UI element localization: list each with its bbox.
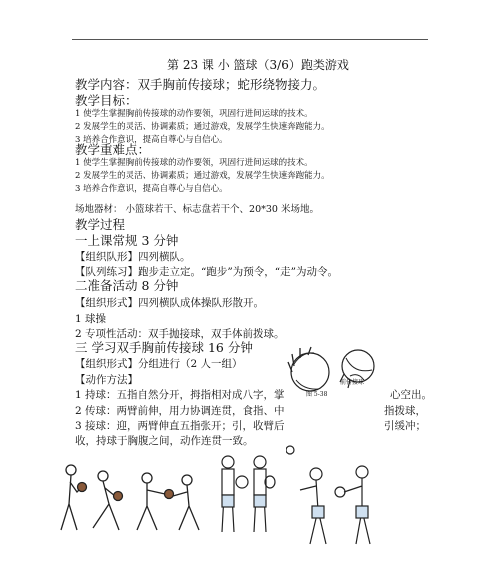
- step-catch-end: 引缓冲；: [384, 420, 426, 432]
- section1-heading: 一上课常规 3 分钟: [75, 233, 179, 248]
- step-hold-end: 心空出。: [390, 389, 432, 401]
- section3-heading: 三 学习双手胸前传接球 16 分钟: [75, 340, 253, 355]
- catching-illustration: [286, 440, 406, 555]
- section2-heading: 二准备活动 8 分钟: [75, 278, 179, 293]
- section3-org: 【组织形式】分组进行（2 人一组）: [75, 358, 243, 370]
- passing-sequence-illustration: [55, 456, 205, 556]
- step-pass-end: 指拨球，: [384, 405, 426, 417]
- objective-line: 1 使学生掌握胸前传接球的动作要领，巩固行进间运球的技术。: [75, 109, 313, 119]
- teaching-content: 教学内容：双手胸前传接球；蛇形绕物接力。: [75, 77, 326, 92]
- key-points-heading: 教学重难点：: [75, 142, 151, 157]
- section3-method: 【动作方法】: [75, 374, 138, 386]
- key-point-line: 3 培养合作意识，提高自尊心与自信心。: [75, 184, 228, 194]
- header-rule: [72, 39, 428, 40]
- step-catch-cont: 收，持球于胸腹之间，动作连贯一致。: [75, 435, 254, 447]
- figure-caption-top: 前传接球: [340, 379, 365, 386]
- section2-item: 2 专项性活动：双手抛接球，双手体前拨球。: [75, 328, 285, 340]
- step-catch: 3 接球：迎，两臂伸直五指张开；引，收臂后: [75, 420, 285, 432]
- step-pass: 2 传球：两臂前伸，用力协调连贯，食指、中: [75, 405, 285, 417]
- objectives-heading: 教学目标：: [75, 93, 138, 108]
- step-hold: 1 持球：五指自然分开，拇指相对成八字，掌: [75, 389, 285, 401]
- section2-item: 1 球操: [75, 313, 107, 325]
- ball-grip-illustration: [284, 344, 392, 402]
- objective-line: 2 发展学生的灵活、协调素质；通过游戏，发展学生快速奔跑能力。: [75, 122, 330, 132]
- section1-drill: 【队列练习】跑步走立定。“跑步”为预令，“走”为动令。: [75, 266, 338, 278]
- player-stance-illustration: [212, 452, 282, 557]
- section2-org: 【组织形式】四列横队成体操队形散开。: [75, 297, 264, 309]
- objective-line: 3 培养合作意识，提高自尊心与自信心。: [75, 135, 228, 145]
- equipment-line: 场地器材： 小篮球若干、标志盘若干个、20*30 米场地。: [75, 204, 319, 215]
- process-heading: 教学过程: [75, 217, 126, 232]
- figure-caption-number: 图 5-38: [306, 391, 328, 398]
- lesson-title: 第 23 课 小 篮球（3/6）跑类游戏: [167, 58, 349, 72]
- key-point-line: 2 发展学生的灵活、协调素质；通过游戏，发展学生快速奔跑能力。: [75, 171, 330, 181]
- section1-org: 【组织队形】四列横队。: [75, 251, 191, 263]
- key-point-line: 1 使学生掌握胸前传接球的动作要领，巩固行进间运球的技术。: [75, 158, 313, 168]
